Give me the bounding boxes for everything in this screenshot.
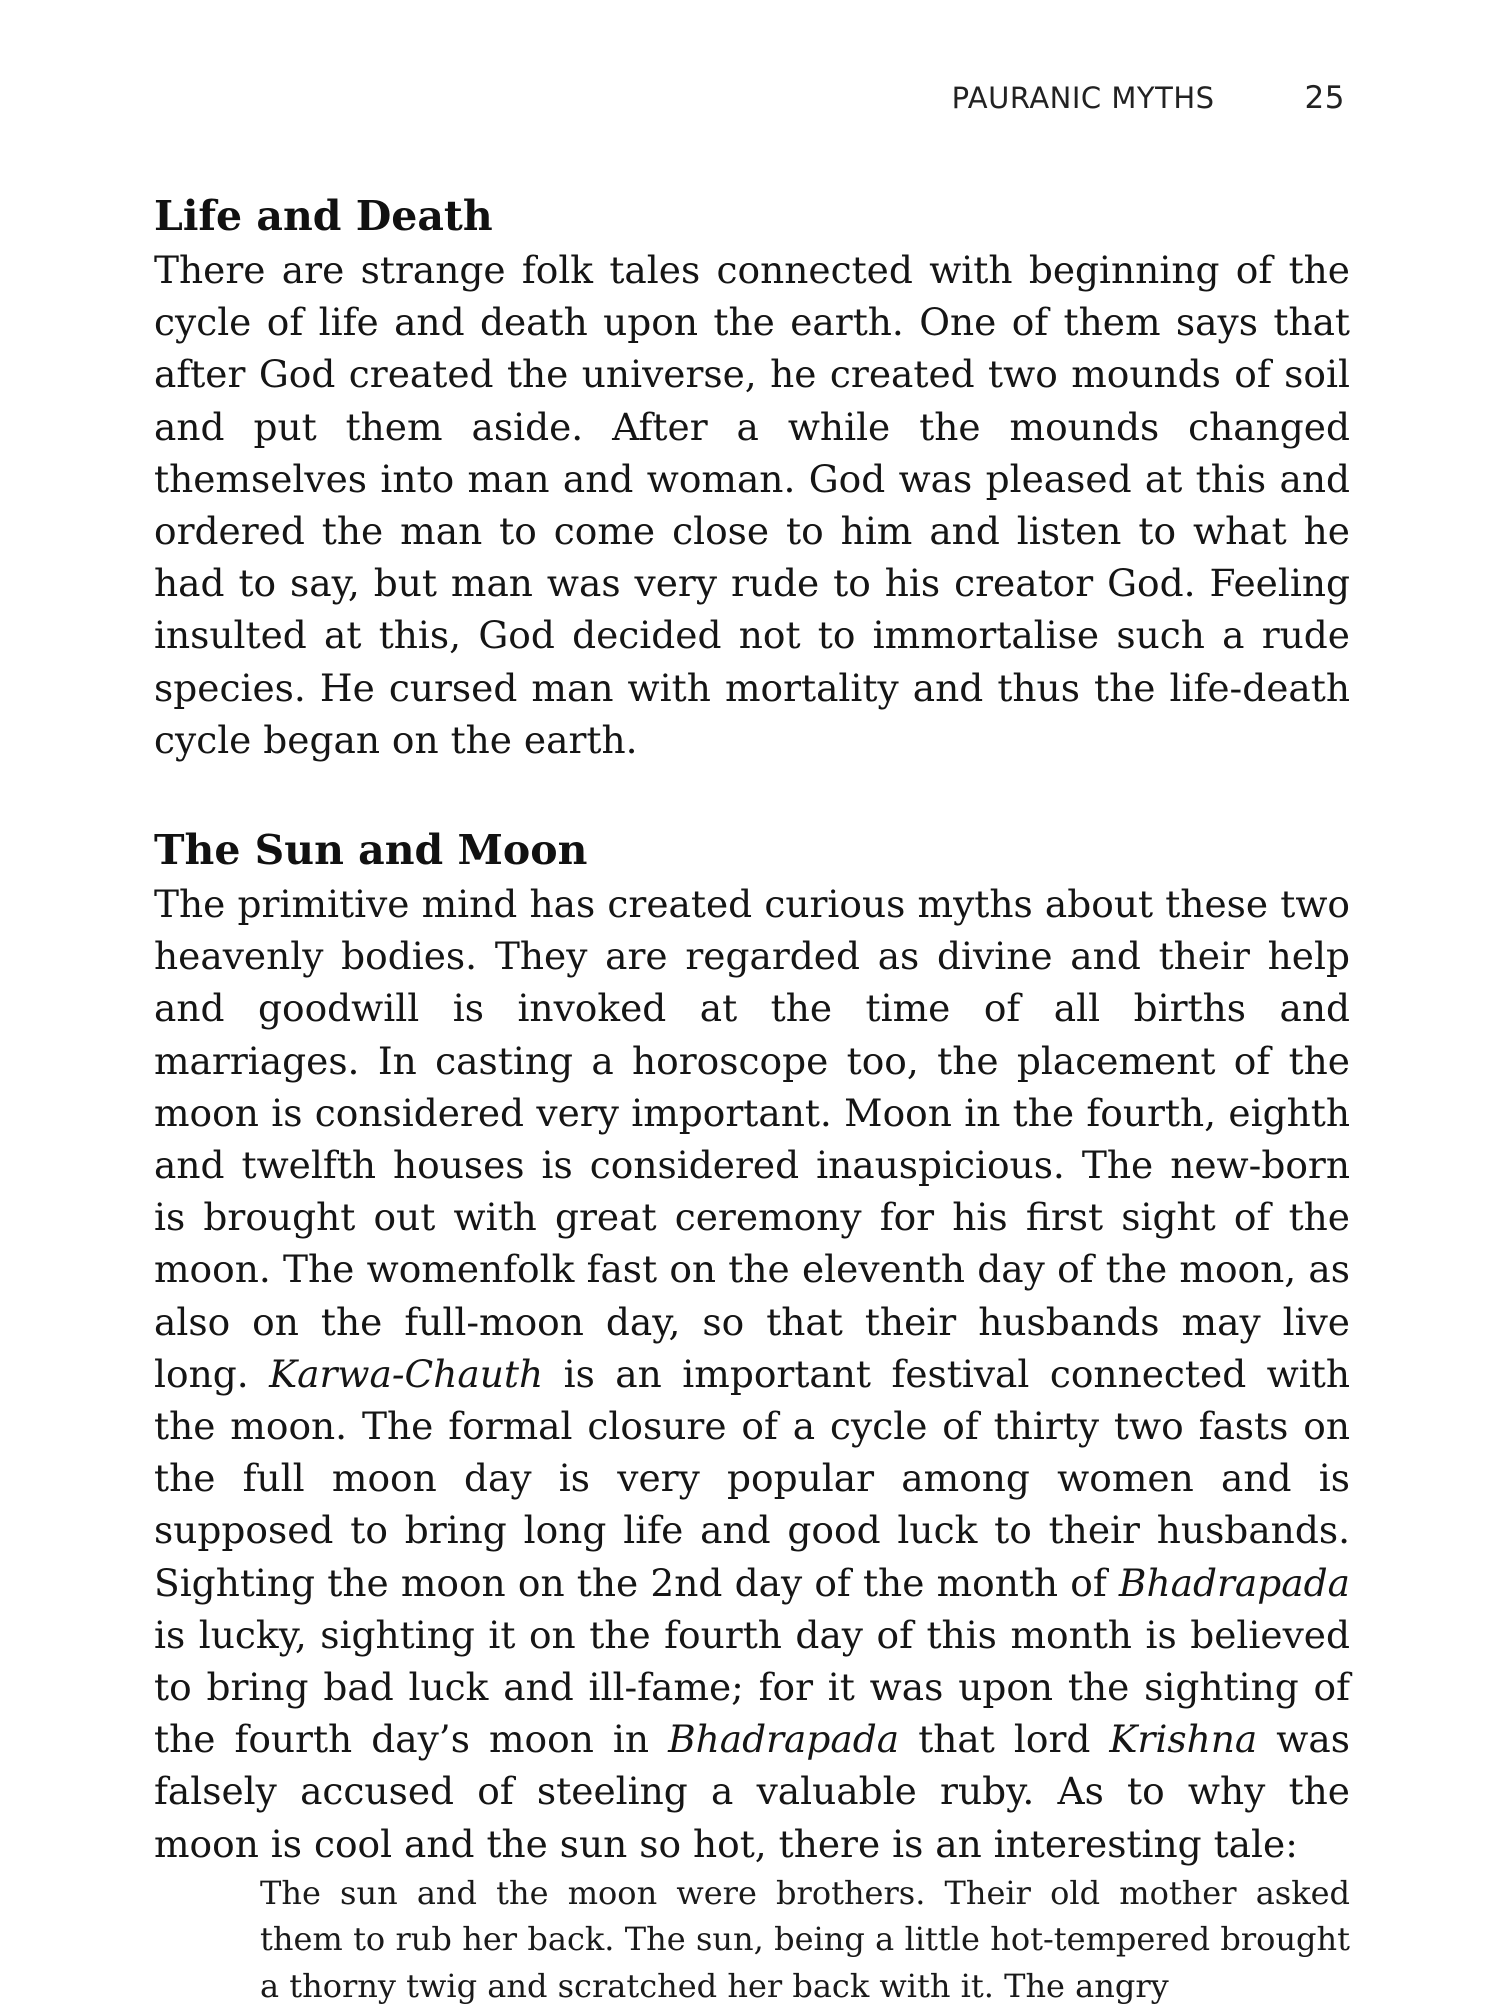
section-heading-life-and-death: Life and Death <box>154 192 493 240</box>
italic-term-bhadrapada: Bhadrapada <box>668 1717 900 1762</box>
page-number: 25 <box>1304 80 1345 116</box>
text-run: The primitive mind has created curious myths about these two heavenly bodies. They are regarded as divine and their help and goodwill is invoked at the time of all births and marriages. In casting a horoscope too, the placement of the moon is considered very important. Moon in the fourth, eighth and twelfth houses is considered inauspicious. The new-born is brought out with great ceremony for his first sight of the moon. The womenfolk fast on the eleventh day of the moon, as also on the full-moon day, so that their husbands may live long. <box>154 882 1350 1396</box>
text-run: is lucky, sighting it on the fourth day of this month is believed to bring bad luck and ill-fame; for it was upon the sighting of the fourth day’s moon in <box>154 1612 1350 1762</box>
section-heading-sun-and-moon: The Sun and Moon <box>154 826 588 875</box>
paragraph-sun-and-moon <box>154 878 1350 1870</box>
indented-tale-extract: The sun and the moon were brothers. Their old mother asked them to rub her back. The sun, being a little hot-tempered brought a thorny twig and scratched her back with it. The angry <box>260 1873 1350 2006</box>
italic-term-karwa-chauth: Karwa-Chauth <box>269 1351 544 1396</box>
text-run: is an important festival connected with the moon. The formal closure of a cycle of thirty two fasts on the full moon day is very popular among women and is supposed to bring long life and good luck to their husbands. Sighting the moon on the 2nd day of the month of <box>154 1351 1350 1605</box>
section-gap <box>154 766 1350 822</box>
italic-term-krishna: Krishna <box>1109 1717 1258 1762</box>
paragraph-life-and-death: There are strange folk tales connected with beginning of the cycle of life and death upon the earth. One of them says that after God created the universe, he created two mounds of soil and put them aside. After a while the mounds changed themselves into man and woman. God was pleased at this and ordered the man to come close to him and listen to what he had to say, but man was very rude to his creator God. Feeling insulted at this, God decided not to immortalise such a rude species. He cursed man with mortality and thus the life-death cycle began on the earth. <box>154 248 1350 762</box>
running-header <box>952 80 1345 116</box>
running-title: PAURANIC MYTHS <box>951 81 1215 115</box>
italic-term-bhadrapada: Bhadrapada <box>1118 1560 1350 1605</box>
text-run: that lord <box>899 1717 1110 1762</box>
text-run: was falsely accused of steeling a valuable ruby. As to why the moon is cool and the sun so hot, there is an interesting tale: <box>154 1717 1350 1866</box>
page-content <box>154 188 1350 2010</box>
